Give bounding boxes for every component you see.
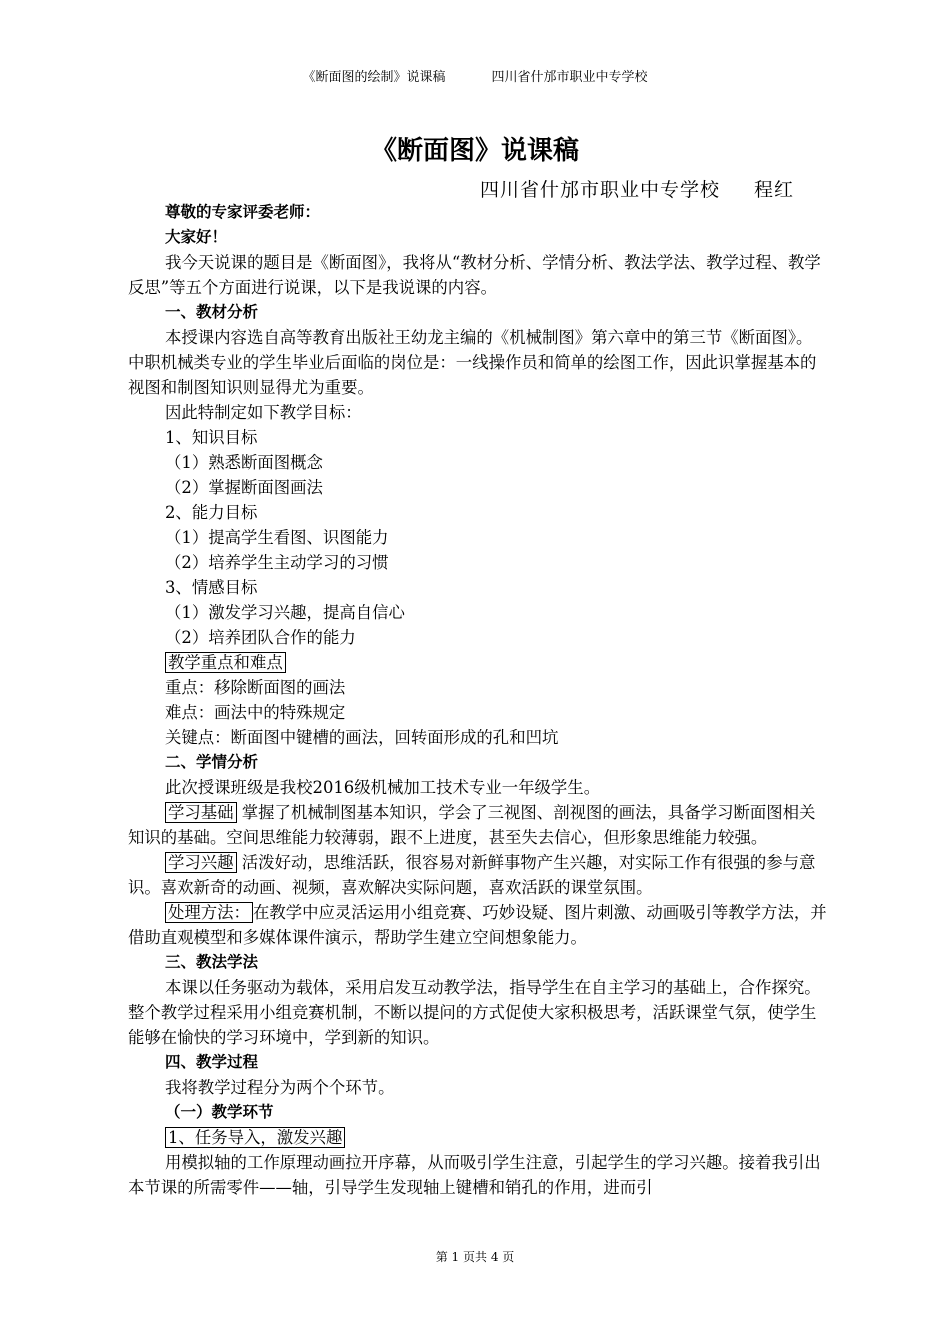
interest-label: 学习兴趣 (165, 852, 237, 873)
author-line (480, 175, 830, 202)
paragraph: 本课以任务驱动为载体，采用启发互动教学法，指导学生在自主学习的基础上，合作探究。整个教学过程采用小组竞赛机制，不断以提问的方式促使大家积极思考，活跃课堂气氛，使学生能够在愉快的学习环境中，学到新的知识。 (128, 978, 821, 1047)
method-text: 在教学中应灵活运用小组竞赛、巧妙设疑、图片刺激、动画吸引等教学方法，并借助直观模型和多媒体课件演示，帮助学生建立空间想象能力。 (128, 903, 827, 947)
section-heading-2: 二、学情分析 (165, 753, 259, 771)
task-box: 1、任务导入，激发兴趣 (165, 1127, 345, 1148)
section-heading-1: 一、教材分析 (165, 303, 259, 321)
goal-item: （1）熟悉断面图概念 (165, 453, 323, 472)
key-point: 重点：移除断面图的画法 (165, 678, 346, 697)
paragraph: 此次授课班级是我校2016级机械加工技术专业一年级学生。 (165, 778, 601, 797)
goal-heading: 1、知识目标 (165, 428, 258, 447)
section-heading-3: 三、教法学法 (165, 953, 259, 971)
basis-label: 学习基础 (165, 802, 237, 823)
salutation: 尊敬的专家评委老师： (165, 203, 321, 221)
page-footer: 第 1 页共 4 页 (435, 1250, 515, 1264)
goal-item: （1）提高学生看图、识图能力 (165, 528, 389, 547)
difficulty: 难点：画法中的特殊规定 (165, 703, 346, 722)
goal-item: （2）培养学生主动学习的习惯 (165, 553, 389, 572)
crux: 关键点：断面图中键槽的画法，回转面形成的孔和凹坑 (165, 728, 559, 747)
document-title: 《断面图》说课稿 (370, 136, 579, 166)
method-paragraph (128, 900, 828, 950)
header-doc-title: 《断面图的绘制》说课稿 (302, 70, 446, 85)
header-school: 四川省什邡市职业中专学校 (491, 70, 648, 85)
paragraph: 用模拟轴的工作原理动画拉开序幕，从而吸引学生注意，引起学生的学习兴趣。接着我引出本节课的所需零件——轴，引导学生发现轴上键槽和销孔的作用，进而引 (128, 1153, 821, 1197)
interest-paragraph (128, 850, 828, 900)
author-school: 四川省什邡市职业中专学校 (480, 179, 721, 201)
subsection-heading: （一）教学环节 (165, 1103, 274, 1121)
interest-text: 活泼好动，思维活跃，很容易对新鲜事物产生兴趣，对实际工作有很强的参与意识。喜欢新奇的动画、视频，喜欢解决实际问题，喜欢活跃的课堂氛围。 (128, 853, 816, 897)
method-label: 处理方法： (165, 902, 253, 923)
paragraph: 本授课内容选自高等教育出版社王幼龙主编的《机械制图》第六章中的第三节《断面图》。中职机械类专业的学生毕业后面临的岗位是：一线操作员和简单的绘图工作，因此识掌握基本的视图和制图知识则显得尤为重要。 (128, 328, 817, 397)
goal-item: （2）掌握断面图画法 (165, 478, 323, 497)
section-heading-4: 四、教学过程 (165, 1053, 259, 1071)
document-body (128, 200, 828, 1200)
key-points-box: 教学重点和难点 (165, 652, 286, 673)
basis-paragraph (128, 800, 828, 850)
author-name: 程红 (754, 179, 795, 201)
goal-heading: 2、能力目标 (165, 503, 258, 522)
task-line (128, 1125, 828, 1150)
paragraph: 因此特制定如下教学目标： (165, 403, 362, 422)
key-points-line (128, 650, 828, 675)
basis-text: 掌握了机械制图基本知识，学会了三视图、剖视图的画法，具备学习断面图相关知识的基础。空间思维能力较薄弱，跟不上进度，甚至失去信心，但形象思维能力较强。 (128, 803, 816, 847)
goal-heading: 3、情感目标 (165, 578, 258, 597)
goal-item: （2）培养团队合作的能力 (165, 628, 356, 647)
paragraph: 我将教学过程分为两个个环节。 (165, 1078, 395, 1097)
goal-item: （1）激发学习兴趣，提高自信心 (165, 603, 405, 622)
greeting: 大家好！ (165, 228, 228, 246)
intro-paragraph: 我今天说课的题目是《断面图》，我将从“教材分析、学情分析、教法学法、教学过程、教学反思”等五个方面进行说课，以下是我说课的内容。 (128, 253, 821, 297)
page-header (0, 66, 950, 85)
